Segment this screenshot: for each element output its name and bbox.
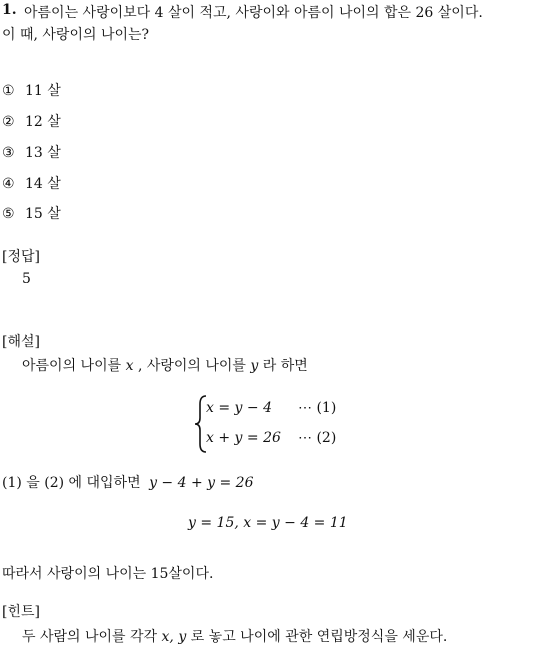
choice-mark: ③ <box>2 145 15 161</box>
substitution-line <box>2 472 254 492</box>
choice-mark: ⑤ <box>2 206 15 222</box>
choice-text: 12 살 <box>25 114 61 130</box>
equation-1: x = y − 4 <box>206 400 272 416</box>
intro-text-3: 라 하면 <box>262 358 308 374</box>
substitution-equation: y − 4 + y = 26 <box>149 475 254 491</box>
equation-1-label: ⋯ (1) <box>298 400 337 416</box>
answer-heading: [정답] <box>2 249 40 265</box>
explanation-intro <box>22 355 308 375</box>
choice-text: 15 살 <box>25 206 61 222</box>
question-number: 1. <box>2 2 17 18</box>
choice-4[interactable] <box>2 173 61 193</box>
hint-text-2: 로 놓고 나이에 관한 연립방정식을 세운다. <box>190 629 448 645</box>
choice-text: 13 살 <box>25 145 61 161</box>
hint-vars: x, y <box>161 629 187 645</box>
equation-2: x + y = 26 <box>206 430 281 446</box>
choice-2[interactable] <box>2 111 61 131</box>
choice-text: 14 살 <box>25 176 61 192</box>
question-text-line2: 이 때, 사랑이의 나이는? <box>2 27 150 43</box>
choice-mark: ① <box>2 83 15 99</box>
intro-text-1: 아름이의 나이를 <box>22 358 122 374</box>
intro-text-2: , 사랑이의 나이를 <box>137 358 246 374</box>
choice-1[interactable] <box>2 80 61 100</box>
choice-3[interactable] <box>2 142 61 162</box>
choice-5[interactable] <box>2 203 61 223</box>
explanation-heading: [해설] <box>2 334 40 350</box>
choice-text: 11 살 <box>25 83 61 99</box>
result-equation: y = 15, x = y − 4 = 11 <box>188 515 348 531</box>
equation-2-label: ⋯ (2) <box>298 430 337 446</box>
hint-text-1: 두 사람의 나이를 각각 <box>22 629 158 645</box>
hint-heading: [힌트] <box>2 604 40 620</box>
choice-mark: ④ <box>2 176 15 192</box>
question-text-line1: 아름이는 사랑이보다 4 살이 적고, 사랑이와 아름이 나이의 합은 26 살이다. <box>24 5 483 21</box>
answer-value: 5 <box>22 271 31 287</box>
hint-text <box>22 626 447 646</box>
intro-var-y: y <box>250 358 259 374</box>
intro-var-x: x <box>125 358 134 374</box>
choice-mark: ② <box>2 114 15 130</box>
substitution-text: (1) 을 (2) 에 대입하면 <box>2 475 141 491</box>
conclusion-text: 따라서 사랑이의 나이는 15살이다. <box>2 566 214 582</box>
